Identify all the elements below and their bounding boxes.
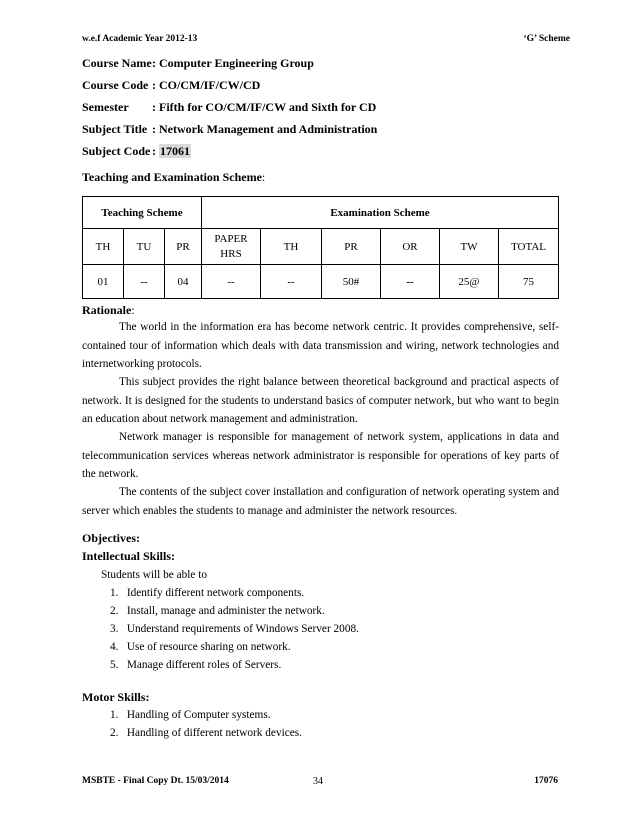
list-item: 5. Manage different roles of Servers.	[110, 659, 282, 671]
page-number: 34	[313, 776, 323, 787]
footer-code: 17076	[534, 776, 558, 786]
rationale-title: Rationale:	[82, 303, 135, 317]
subject-title-row: Subject Title : Network Management and Administration	[82, 118, 377, 140]
table-cell: 75	[499, 265, 559, 299]
column-header: TH	[83, 229, 124, 265]
table-cell: 25@	[440, 265, 499, 299]
column-header: PAPER HRS	[202, 229, 261, 265]
course-name-value: Computer Engineering Group	[159, 56, 314, 70]
rationale-paragraph-3: Network manager is responsible for management of network system, applications in data and telecommunication services whereas network administrator is responsible for operations of key parts of the network.	[82, 431, 559, 480]
table-cell: --	[381, 265, 440, 299]
intellectual-skills-title: Intellectual Skills:	[82, 549, 176, 563]
semester-value: Fifth for CO/CM/IF/CW and Sixth for CD	[159, 100, 377, 114]
table-cell: 04	[165, 265, 202, 299]
scheme-title: Teaching and Examination Scheme:	[82, 170, 266, 184]
table-cell: --	[202, 265, 261, 299]
course-name-row: Course Name: Computer Engineering Group	[82, 52, 377, 74]
column-header: TOTAL	[499, 229, 559, 265]
subject-code-value: 17061	[160, 144, 190, 158]
motor-skills-title: Motor Skills:	[82, 690, 150, 704]
list-item: 2. Install, manage and administer the network.	[110, 605, 325, 617]
header-scheme: ‘G’ Scheme	[523, 34, 570, 44]
list-item: 1. Identify different network components.	[110, 587, 305, 599]
rationale-paragraph-4: The contents of the subject cover installation and configuration of network operating system and server which enables the students to manage and administer the network resources.	[82, 486, 559, 517]
teaching-scheme-header: Teaching Scheme	[83, 197, 202, 229]
semester-row: Semester : Fifth for CO/CM/IF/CW and Sixth for CD	[82, 96, 377, 118]
table-cell: 50#	[322, 265, 381, 299]
info-key: Course Code	[82, 78, 149, 92]
subject-code-row: Subject Code : 17061	[82, 140, 377, 162]
list-item: 1. Handling of Computer systems.	[110, 709, 271, 721]
intellectual-skills-list	[82, 566, 359, 674]
info-key: Course Name	[82, 56, 152, 70]
table-cell: 01	[83, 265, 124, 299]
info-key: Subject Code	[82, 144, 151, 158]
motor-skills-list	[82, 706, 302, 742]
course-code-row: Course Code : CO/CM/IF/CW/CD	[82, 74, 377, 96]
header-academic-year: w.e.f Academic Year 2012-13	[82, 34, 198, 44]
list-item: 4. Use of resource sharing on network.	[110, 641, 291, 653]
teaching-examination-table	[82, 196, 559, 299]
course-info	[82, 52, 377, 162]
footer-copy-date: MSBTE - Final Copy Dt. 15/03/2014	[82, 776, 229, 786]
info-key: Semester	[82, 100, 129, 114]
list-item: 2. Handling of different network devices.	[110, 727, 302, 739]
column-header: PR	[165, 229, 202, 265]
column-header: PR	[322, 229, 381, 265]
table-cell: --	[261, 265, 322, 299]
course-code-value: CO/CM/IF/CW/CD	[159, 78, 261, 92]
column-header: TH	[261, 229, 322, 265]
column-header: TW	[440, 229, 499, 265]
rationale-paragraph-1: The world in the information era has become network centric. It provides comprehensive, self-contained tour of information which deals with data transmission and wiring, network technologies and internetworking protocols.	[82, 321, 559, 370]
subject-title-value: Network Management and Administration	[159, 122, 378, 136]
column-header: TU	[124, 229, 165, 265]
column-header: OR	[381, 229, 440, 265]
info-key: Subject Title	[82, 122, 148, 136]
objectives-intro: Students will be able to	[101, 569, 208, 581]
examination-scheme-header: Examination Scheme	[202, 197, 559, 229]
rationale-paragraph-2: This subject provides the right balance between theoretical background and practical aspects of network. It is designed for the students to understand basics of computer network, but who want to begin an education about network management and administration.	[82, 376, 559, 425]
objectives-title: Objectives:	[82, 531, 140, 545]
list-item: 3. Understand requirements of Windows Server 2008.	[110, 623, 359, 635]
table-cell: --	[124, 265, 165, 299]
